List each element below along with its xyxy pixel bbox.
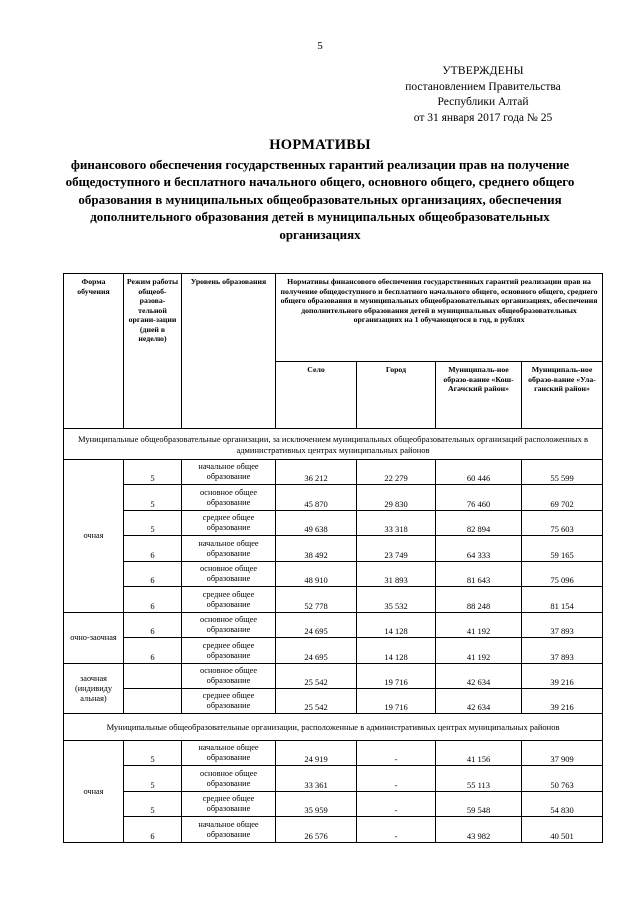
village-value: 24 695 [276, 613, 357, 638]
level-cell: начальное общее образование [182, 536, 276, 562]
header-city: Город [357, 362, 436, 429]
kosh-agach-value: 59 548 [436, 792, 522, 817]
ulagan-value: 81 154 [522, 587, 603, 613]
village-value: 45 870 [276, 485, 357, 511]
city-value: 23 749 [357, 536, 436, 562]
village-value: 25 542 [276, 664, 357, 689]
city-value: 14 128 [357, 638, 436, 664]
title-main: НОРМАТИВЫ [269, 137, 371, 153]
norms-table [63, 273, 603, 843]
level-cell: начальное общее образование [182, 460, 276, 485]
header-mode: Режим работы общеоб-разова-тельной органи-зации (дней в неделю) [124, 274, 182, 429]
kosh-agach-value: 42 634 [436, 664, 522, 689]
city-value: 29 830 [357, 485, 436, 511]
ulagan-value: 59 165 [522, 536, 603, 562]
section-title-1: Муниципальные общеобразовательные организации, за исключением муниципальных общеобразовательных организаций расположенных в административных центрах муниципальных районов [64, 429, 603, 460]
village-value: 25 542 [276, 689, 357, 714]
header-level: Уровень образования [182, 274, 276, 429]
table-header-row [64, 274, 603, 362]
kosh-agach-value: 43 982 [436, 817, 522, 843]
mode-cell: 5 [124, 485, 182, 511]
table-row [64, 741, 603, 766]
kosh-agach-value: 41 192 [436, 638, 522, 664]
kosh-agach-value: 41 156 [436, 741, 522, 766]
table-row [64, 792, 603, 817]
section-title-2: Муниципальные общеобразовательные организации, расположенные в административных центрах муниципальных районов [64, 714, 603, 741]
mode-cell [124, 689, 182, 714]
ulagan-value: 37 893 [522, 638, 603, 664]
kosh-agach-value: 82 894 [436, 511, 522, 536]
mode-cell [124, 664, 182, 689]
approval-line-1: постановлением Правительства [405, 80, 561, 93]
city-value: 19 716 [357, 664, 436, 689]
ulagan-value: 55 599 [522, 460, 603, 485]
form-cell: очная [64, 460, 124, 613]
form-cell: очная [64, 741, 124, 843]
mode-cell: 6 [124, 817, 182, 843]
village-value: 48 910 [276, 562, 357, 587]
mode-cell: 5 [124, 511, 182, 536]
level-cell: основное общее образование [182, 613, 276, 638]
city-value: 22 279 [357, 460, 436, 485]
section-row [64, 714, 603, 741]
mode-cell: 6 [124, 536, 182, 562]
header-ulagan: Муниципаль-ное образо-вание «Ула-ганский район» [522, 362, 603, 429]
ulagan-value: 39 216 [522, 689, 603, 714]
kosh-agach-value: 64 333 [436, 536, 522, 562]
village-value: 33 361 [276, 766, 357, 792]
table-row [64, 562, 603, 587]
kosh-agach-value: 88 248 [436, 587, 522, 613]
level-cell: среднее общее образование [182, 638, 276, 664]
kosh-agach-value: 55 113 [436, 766, 522, 792]
mode-cell: 5 [124, 766, 182, 792]
ulagan-value: 50 763 [522, 766, 603, 792]
village-value: 52 778 [276, 587, 357, 613]
mode-cell: 6 [124, 638, 182, 664]
header-norms: Нормативы финансового обеспечения государственных гарантий реализации прав на получение общедоступного и бесплатного начального общего, основного общего, среднего общего образования в муниципальных общеобразовательных организациях, обеспечения дополнительного образования детей в муниципальных общеобразовательных организациях на 1 обучающегося в год, в рублях [276, 274, 603, 362]
document-title [60, 137, 580, 243]
city-value: - [357, 766, 436, 792]
header-kosh-agach: Муниципаль-ное образо-вание «Кош-Агачский район» [436, 362, 522, 429]
ulagan-value: 40 501 [522, 817, 603, 843]
approval-block [378, 64, 588, 126]
village-value: 36 212 [276, 460, 357, 485]
title-subtitle: финансового обеспечения государственных гарантий реализации прав на получение общедоступного и бесплатного начального общего, основного общего, среднего общего образования в муниципальных общеобразовательных организациях, обеспечения дополнительного образования детей в муниципальных общеобразовательных организациях [65, 156, 575, 242]
kosh-agach-value: 42 634 [436, 689, 522, 714]
village-value: 24 919 [276, 741, 357, 766]
level-cell: среднее общее образование [182, 587, 276, 613]
approval-heading: УТВЕРЖДЕНЫ [442, 65, 524, 77]
approval-line-2: Республики Алтай [437, 96, 529, 108]
table-row [64, 536, 603, 562]
approval-line-3: от 31 января 2017 года № 25 [413, 111, 553, 124]
city-value: 33 318 [357, 511, 436, 536]
city-value: - [357, 741, 436, 766]
table-row [64, 689, 603, 714]
kosh-agach-value: 60 446 [436, 460, 522, 485]
ulagan-value: 39 216 [522, 664, 603, 689]
level-cell: основное общее образование [182, 485, 276, 511]
city-value: 14 128 [357, 613, 436, 638]
table-row [64, 460, 603, 485]
section-row [64, 429, 603, 460]
ulagan-value: 69 702 [522, 485, 603, 511]
city-value: 31 893 [357, 562, 436, 587]
level-cell: начальное общее образование [182, 817, 276, 843]
village-value: 26 576 [276, 817, 357, 843]
level-cell: основное общее образование [182, 562, 276, 587]
city-value: 35 532 [357, 587, 436, 613]
table-row [64, 638, 603, 664]
mode-cell: 5 [124, 792, 182, 817]
header-form: Форма обучения [64, 274, 124, 429]
mode-cell: 5 [124, 460, 182, 485]
village-value: 35 959 [276, 792, 357, 817]
page-number: 5 [317, 40, 323, 52]
city-value: 19 716 [357, 689, 436, 714]
form-cell: заочная (индивиду альная) [64, 664, 124, 714]
city-value: - [357, 792, 436, 817]
table-row [64, 817, 603, 843]
table-row [64, 511, 603, 536]
ulagan-value: 75 096 [522, 562, 603, 587]
village-value: 49 638 [276, 511, 357, 536]
kosh-agach-value: 81 643 [436, 562, 522, 587]
form-cell: очно-заочная [64, 613, 124, 664]
table-row [64, 485, 603, 511]
table-row [64, 664, 603, 689]
header-village: Село [276, 362, 357, 429]
ulagan-value: 54 830 [522, 792, 603, 817]
level-cell: среднее общее образование [182, 689, 276, 714]
mode-cell: 6 [124, 613, 182, 638]
ulagan-value: 37 909 [522, 741, 603, 766]
level-cell: основное общее образование [182, 664, 276, 689]
mode-cell: 5 [124, 741, 182, 766]
level-cell: основное общее образование [182, 766, 276, 792]
level-cell: среднее общее образование [182, 511, 276, 536]
village-value: 24 695 [276, 638, 357, 664]
mode-cell: 6 [124, 562, 182, 587]
mode-cell: 6 [124, 587, 182, 613]
ulagan-value: 75 603 [522, 511, 603, 536]
city-value: - [357, 817, 436, 843]
kosh-agach-value: 41 192 [436, 613, 522, 638]
table-row [64, 766, 603, 792]
village-value: 38 492 [276, 536, 357, 562]
level-cell: начальное общее образование [182, 741, 276, 766]
table-row [64, 587, 603, 613]
kosh-agach-value: 76 460 [436, 485, 522, 511]
table-row [64, 613, 603, 638]
level-cell: среднее общее образование [182, 792, 276, 817]
ulagan-value: 37 893 [522, 613, 603, 638]
